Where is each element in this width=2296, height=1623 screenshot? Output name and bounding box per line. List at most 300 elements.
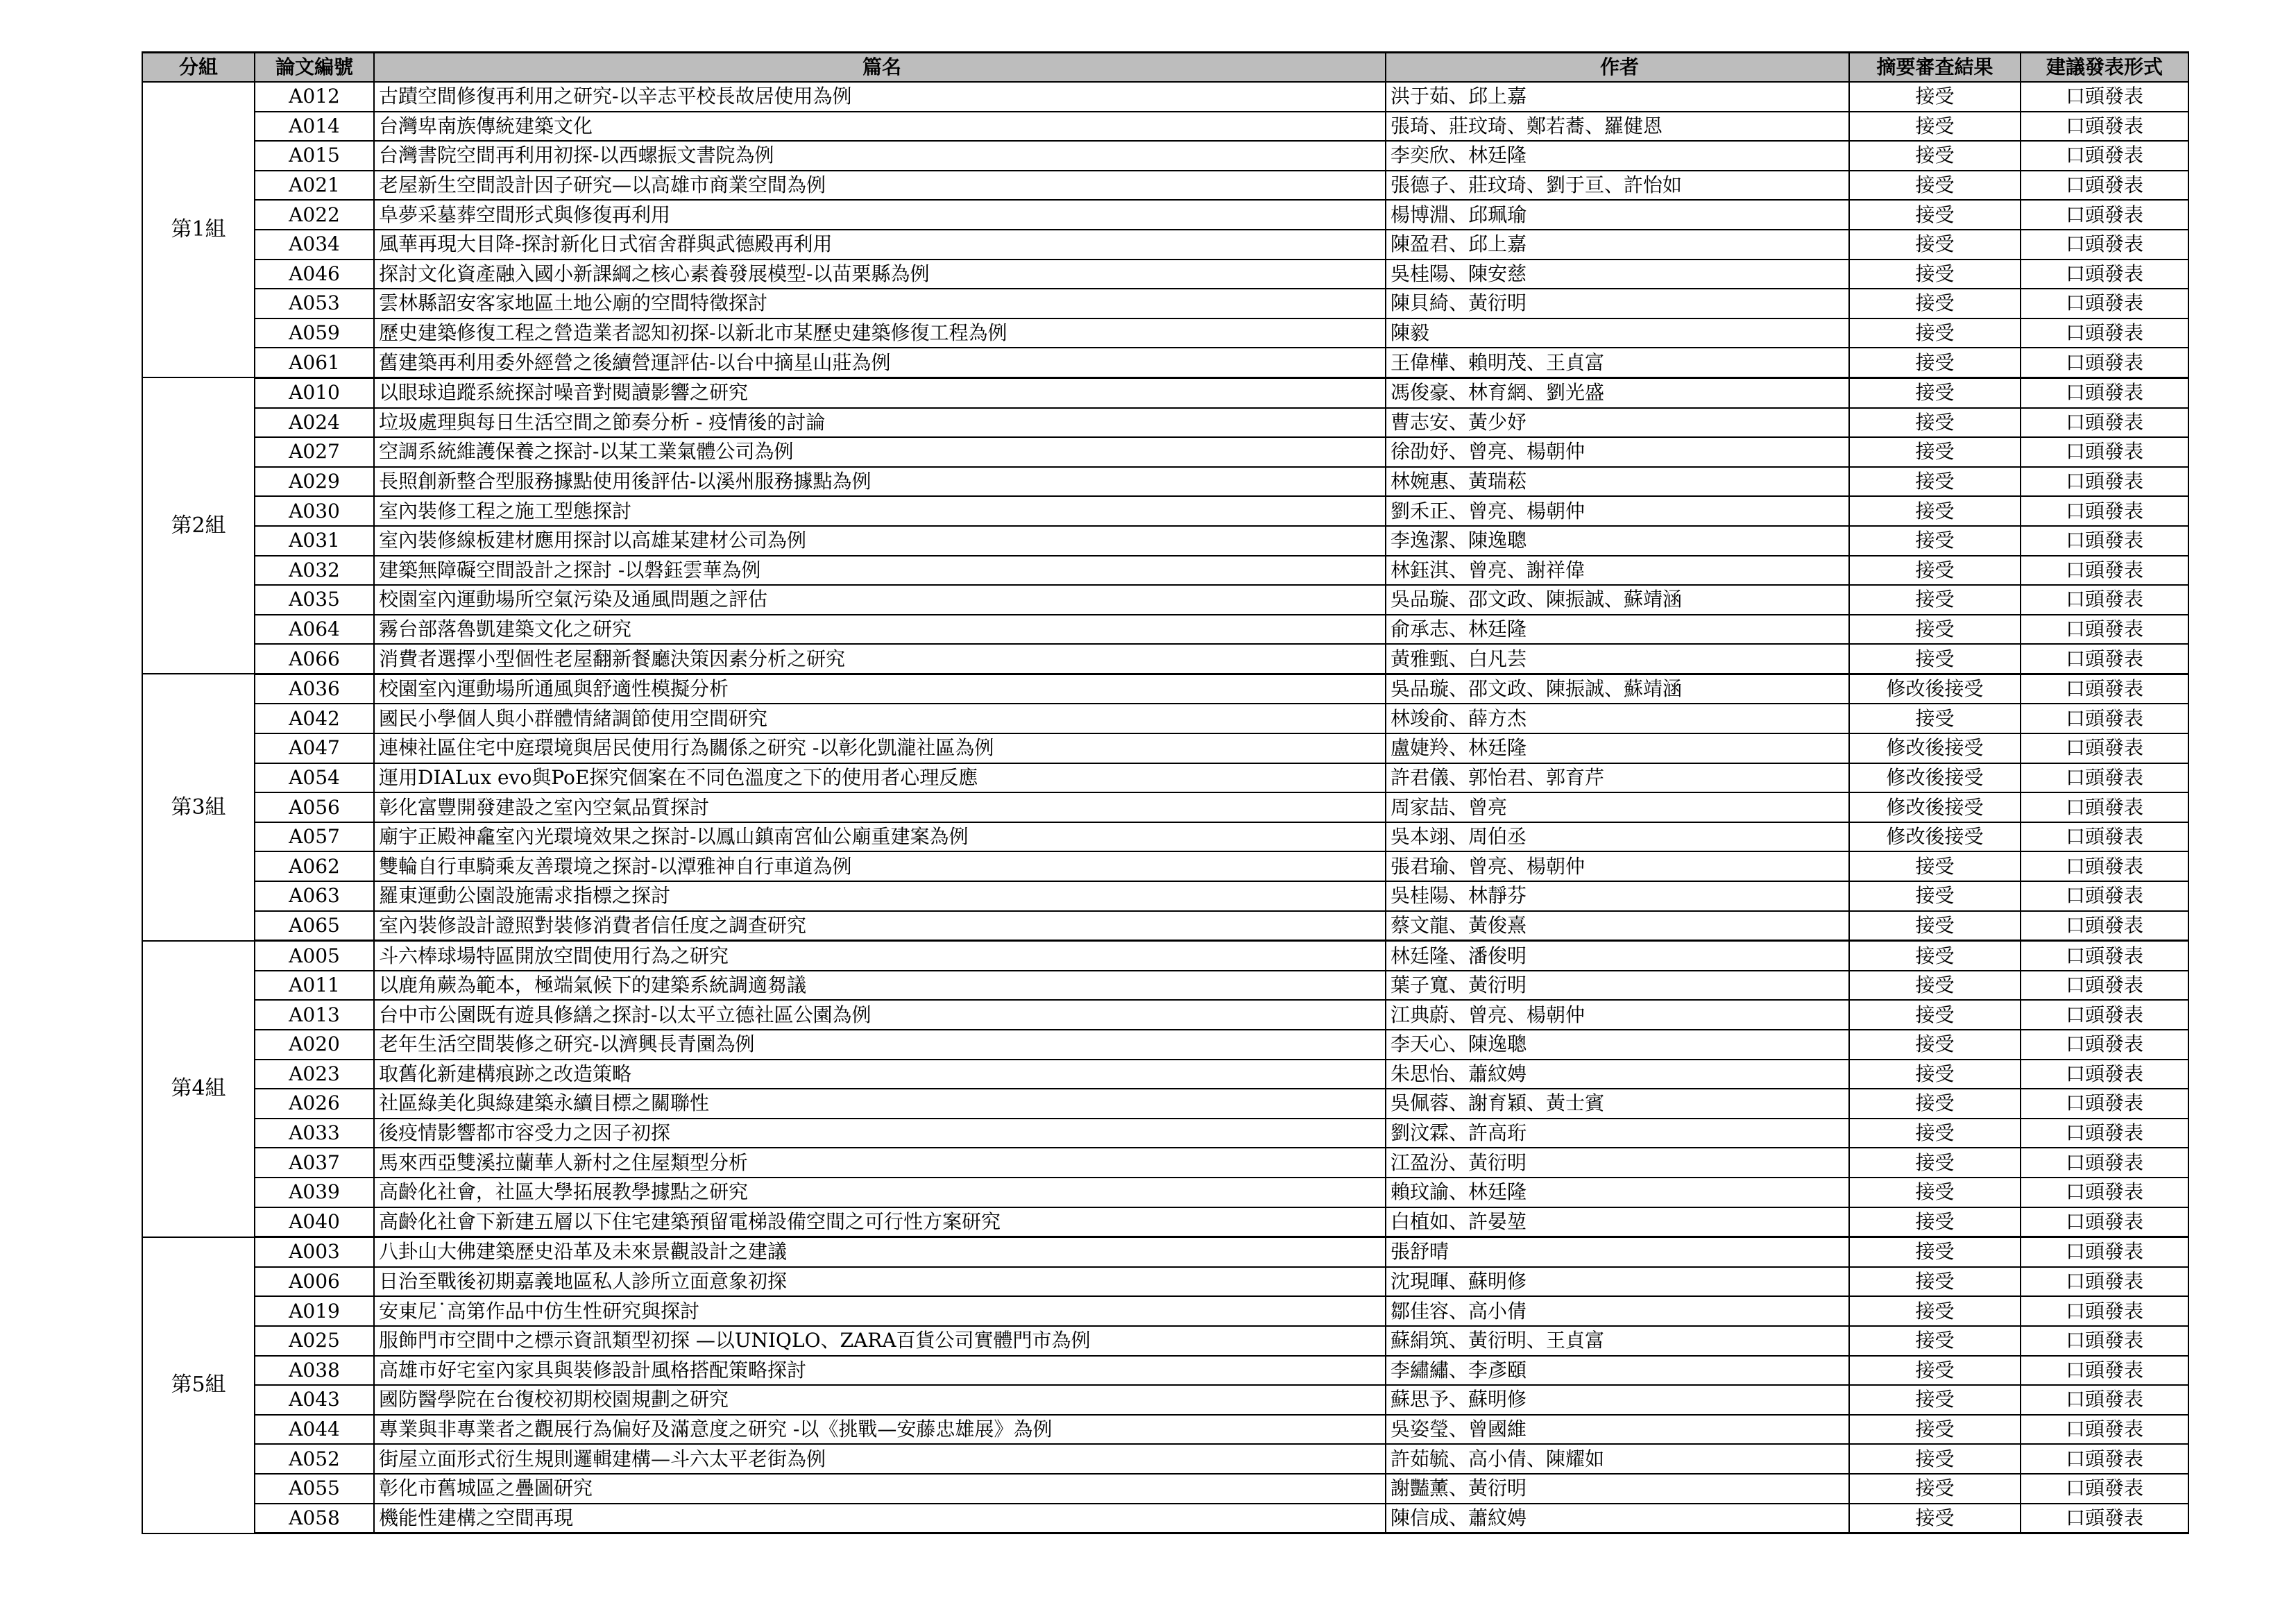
paper-id-cell: A056 [255, 792, 374, 822]
review-result-cell: 接受 [1849, 1060, 2021, 1089]
paper-id-cell: A066 [255, 644, 374, 674]
paper-title-cell: 日治至戰後初期嘉義地區私人診所立面意象初探 [374, 1267, 1386, 1297]
paper-title-cell: 台灣卑南族傳統建築文化 [374, 112, 1386, 142]
review-result-cell: 接受 [1849, 1000, 2021, 1030]
paper-id-cell: A011 [255, 971, 374, 1001]
presentation-format-cell: 口頭發表 [2021, 408, 2188, 438]
review-result-cell: 接受 [1849, 585, 2021, 615]
presentation-format-cell: 口頭發表 [2021, 674, 2188, 704]
table-row [142, 260, 2188, 289]
presentation-format-cell: 口頭發表 [2021, 437, 2188, 467]
paper-title-cell: 台灣書院空間再利用初探-以西螺振文書院為例 [374, 141, 1386, 171]
table-row [142, 1178, 2188, 1207]
paper-id-cell: A037 [255, 1148, 374, 1178]
review-result-cell: 接受 [1849, 1296, 2021, 1326]
paper-title-cell: 空調系統維護保養之探討-以某工業氣體公司為例 [374, 437, 1386, 467]
presentation-format-cell: 口頭發表 [2021, 82, 2188, 112]
authors-cell: 李奕欣、林廷隆 [1386, 141, 1849, 171]
authors-cell: 張琦、莊玟琦、鄭若蕎、羅健恩 [1386, 112, 1849, 142]
presentation-format-cell: 口頭發表 [2021, 260, 2188, 289]
paper-title-cell: 以眼球追蹤系統探討噪音對閱讀影響之研究 [374, 377, 1386, 407]
paper-title-cell: 社區綠美化與綠建築永續目標之關聯性 [374, 1089, 1386, 1119]
authors-cell: 陳貝綺、黃衍明 [1386, 289, 1849, 318]
review-result-cell: 修改後接受 [1849, 674, 2021, 704]
paper-id-cell: A031 [255, 526, 374, 556]
review-result-cell: 接受 [1849, 230, 2021, 260]
authors-cell: 吳本翊、周伯丞 [1386, 822, 1849, 852]
paper-title-cell: 後疫情影響都市容受力之因子初探 [374, 1119, 1386, 1148]
table-row [142, 911, 2188, 941]
review-result-cell: 接受 [1849, 437, 2021, 467]
paper-id-cell: A059 [255, 318, 374, 348]
presentation-format-cell: 口頭發表 [2021, 200, 2188, 230]
review-result-cell: 接受 [1849, 112, 2021, 142]
review-result-cell: 接受 [1849, 82, 2021, 112]
authors-cell: 蔡文龍、黃俊熹 [1386, 911, 1849, 941]
paper-id-cell: A062 [255, 851, 374, 881]
authors-cell: 吳品璇、邵文政、陳振誠、蘇靖涵 [1386, 674, 1849, 704]
presentation-format-cell: 口頭發表 [2021, 1030, 2188, 1060]
paper-id-cell: A012 [255, 82, 374, 112]
review-result-cell: 接受 [1849, 348, 2021, 377]
authors-cell: 陳信成、蕭紋娉 [1386, 1504, 1849, 1533]
paper-title-cell: 連棟社區住宅中庭環境與居民使用行為關係之研究 -以彰化凱瀧社區為例 [374, 733, 1386, 763]
table-row [142, 1148, 2188, 1178]
paper-title-cell: 羅東運動公園設施需求指標之探討 [374, 881, 1386, 911]
review-result-cell: 接受 [1849, 1444, 2021, 1474]
review-result-cell: 接受 [1849, 200, 2021, 230]
paper-id-cell: A042 [255, 704, 374, 733]
review-result-cell: 接受 [1849, 1326, 2021, 1356]
authors-cell: 許君儀、郭怡君、郭育芹 [1386, 763, 1849, 793]
presentation-format-cell: 口頭發表 [2021, 704, 2188, 733]
review-result-cell: 修改後接受 [1849, 763, 2021, 793]
presentation-format-cell: 口頭發表 [2021, 941, 2188, 971]
paper-id-cell: A022 [255, 200, 374, 230]
authors-cell: 張舒晴 [1386, 1237, 1849, 1267]
paper-id-cell: A013 [255, 1000, 374, 1030]
presentation-format-cell: 口頭發表 [2021, 971, 2188, 1001]
review-result-cell: 接受 [1849, 851, 2021, 881]
paper-title-cell: 校園室內運動場所空氣污染及通風問題之評估 [374, 585, 1386, 615]
presentation-format-cell: 口頭發表 [2021, 1148, 2188, 1178]
table-row [142, 437, 2188, 467]
paper-title-cell: 廟宇正殿神龕室內光環境效果之探討-以鳳山鎮南宮仙公廟重建案為例 [374, 822, 1386, 852]
paper-id-cell: A039 [255, 1178, 374, 1207]
table-row [142, 1030, 2188, 1060]
authors-cell: 黃雅甄、白凡芸 [1386, 644, 1849, 674]
table-header-row [142, 53, 2188, 83]
table-row [142, 822, 2188, 852]
presentation-format-cell: 口頭發表 [2021, 1267, 2188, 1297]
presentation-format-cell: 口頭發表 [2021, 615, 2188, 645]
review-result-cell: 接受 [1849, 289, 2021, 318]
authors-cell: 王偉樺、賴明茂、王貞富 [1386, 348, 1849, 377]
paper-title-cell: 校園室內運動場所通風與舒適性模擬分析 [374, 674, 1386, 704]
review-result-cell: 修改後接受 [1849, 733, 2021, 763]
authors-cell: 洪于茹、邱上嘉 [1386, 82, 1849, 112]
table-row [142, 851, 2188, 881]
paper-title-cell: 安東尼˙高第作品中仿生性研究與探討 [374, 1296, 1386, 1326]
paper-title-cell: 八卦山大佛建築歷史沿革及未來景觀設計之建議 [374, 1237, 1386, 1267]
paper-id-cell: A020 [255, 1030, 374, 1060]
header-paper-id: 論文編號 [255, 53, 374, 83]
table-body [142, 82, 2188, 1533]
table-row [142, 1385, 2188, 1415]
presentation-format-cell: 口頭發表 [2021, 1356, 2188, 1386]
group-label-cell: 第3組 [142, 674, 255, 940]
table-row [142, 733, 2188, 763]
paper-id-cell: A065 [255, 911, 374, 941]
table-row [142, 171, 2188, 201]
authors-cell: 劉禾正、曾亮、楊朝仲 [1386, 496, 1849, 526]
authors-cell: 沈現暉、蘇明修 [1386, 1267, 1849, 1297]
paper-id-cell: A052 [255, 1444, 374, 1474]
table-row [142, 1415, 2188, 1445]
presentation-format-cell: 口頭發表 [2021, 1504, 2188, 1533]
authors-cell: 曹志安、黃少妤 [1386, 408, 1849, 438]
authors-cell: 張德子、莊玟琦、劉于亘、許怡如 [1386, 171, 1849, 201]
paper-title-cell: 馬來西亞雙溪拉蘭華人新村之住屋類型分析 [374, 1148, 1386, 1178]
table-row [142, 556, 2188, 586]
presentation-format-cell: 口頭發表 [2021, 822, 2188, 852]
authors-cell: 蘇思予、蘇明修 [1386, 1385, 1849, 1415]
paper-title-cell: 以鹿角蕨為範本，極端氣候下的建築系統調適芻議 [374, 971, 1386, 1001]
review-result-cell: 接受 [1849, 408, 2021, 438]
paper-id-cell: A006 [255, 1267, 374, 1297]
table-row [142, 674, 2188, 704]
paper-id-cell: A019 [255, 1296, 374, 1326]
authors-cell: 楊博淵、邱珮瑜 [1386, 200, 1849, 230]
review-result-cell: 接受 [1849, 704, 2021, 733]
paper-title-cell: 國防醫學院在台復校初期校園規劃之研究 [374, 1385, 1386, 1415]
review-result-cell: 接受 [1849, 1267, 2021, 1297]
paper-title-cell: 機能性建構之空間再現 [374, 1504, 1386, 1533]
authors-cell: 吳桂陽、林靜芬 [1386, 881, 1849, 911]
paper-id-cell: A038 [255, 1356, 374, 1386]
authors-cell: 謝豔薰、黃衍明 [1386, 1474, 1849, 1504]
paper-title-cell: 古蹟空間修復再利用之研究-以辛志平校長故居使用為例 [374, 82, 1386, 112]
paper-id-cell: A030 [255, 496, 374, 526]
presentation-format-cell: 口頭發表 [2021, 377, 2188, 407]
presentation-format-cell: 口頭發表 [2021, 1089, 2188, 1119]
paper-id-cell: A029 [255, 467, 374, 497]
paper-title-cell: 建築無障礙空間設計之探討 -以磐鈺雲華為例 [374, 556, 1386, 586]
paper-id-cell: A053 [255, 289, 374, 318]
authors-cell: 馮俊豪、林育網、劉光盛 [1386, 377, 1849, 407]
table-row [142, 585, 2188, 615]
presentation-format-cell: 口頭發表 [2021, 289, 2188, 318]
paper-title-cell: 垃圾處理與每日生活空間之節奏分析 - 疫情後的討論 [374, 408, 1386, 438]
paper-id-cell: A058 [255, 1504, 374, 1533]
review-result-cell: 接受 [1849, 1356, 2021, 1386]
review-result-cell: 接受 [1849, 1148, 2021, 1178]
review-result-cell: 接受 [1849, 1504, 2021, 1533]
paper-id-cell: A033 [255, 1119, 374, 1148]
presentation-format-cell: 口頭發表 [2021, 348, 2188, 377]
paper-id-cell: A010 [255, 377, 374, 407]
table-row [142, 1089, 2188, 1119]
table-row [142, 1444, 2188, 1474]
header-authors: 作者 [1386, 53, 1849, 83]
table-row [142, 1474, 2188, 1504]
paper-id-cell: A036 [255, 674, 374, 704]
table-row [142, 141, 2188, 171]
table-row [142, 408, 2188, 438]
presentation-format-cell: 口頭發表 [2021, 763, 2188, 793]
presentation-format-cell: 口頭發表 [2021, 1119, 2188, 1148]
review-result-cell: 接受 [1849, 496, 2021, 526]
presentation-format-cell: 口頭發表 [2021, 1444, 2188, 1474]
review-result-cell: 接受 [1849, 911, 2021, 941]
paper-id-cell: A055 [255, 1474, 374, 1504]
authors-cell: 吳姿瑩、曾國維 [1386, 1415, 1849, 1445]
table-row [142, 82, 2188, 112]
table-row [142, 971, 2188, 1001]
presentation-format-cell: 口頭發表 [2021, 1296, 2188, 1326]
review-result-cell: 接受 [1849, 615, 2021, 645]
review-result-cell: 接受 [1849, 377, 2021, 407]
authors-cell: 盧婕羚、林廷隆 [1386, 733, 1849, 763]
presentation-format-cell: 口頭發表 [2021, 230, 2188, 260]
table-row [142, 1207, 2188, 1237]
review-result-cell: 接受 [1849, 1178, 2021, 1207]
table-row [142, 200, 2188, 230]
presentation-format-cell: 口頭發表 [2021, 1326, 2188, 1356]
paper-id-cell: A027 [255, 437, 374, 467]
header-review-result: 摘要審查結果 [1849, 53, 2021, 83]
authors-cell: 葉子寬、黃衍明 [1386, 971, 1849, 1001]
table-row [142, 1119, 2188, 1148]
authors-cell: 蘇絹筑、黃衍明、王貞富 [1386, 1326, 1849, 1356]
authors-cell: 徐劭妤、曾亮、楊朝仲 [1386, 437, 1849, 467]
review-result-cell: 修改後接受 [1849, 792, 2021, 822]
table-row [142, 230, 2188, 260]
review-result-cell: 接受 [1849, 1207, 2021, 1237]
authors-cell: 李繡繡、李彥頤 [1386, 1356, 1849, 1386]
paper-title-cell: 舊建築再利用委外經營之後續營運評估-以台中摘星山莊為例 [374, 348, 1386, 377]
review-result-cell: 修改後接受 [1849, 822, 2021, 852]
paper-title-cell: 雲林縣詔安客家地區土地公廟的空間特徵探討 [374, 289, 1386, 318]
review-result-cell: 接受 [1849, 171, 2021, 201]
presentation-format-cell: 口頭發表 [2021, 112, 2188, 142]
presentation-format-cell: 口頭發表 [2021, 1178, 2188, 1207]
paper-id-cell: A014 [255, 112, 374, 142]
group-label-cell: 第1組 [142, 82, 255, 377]
paper-title-cell: 專業與非專業者之觀展行為偏好及滿意度之研究 -以《挑戰—安藤忠雄展》為例 [374, 1415, 1386, 1445]
header-group: 分組 [142, 53, 255, 83]
table-row [142, 1356, 2188, 1386]
paper-title-cell: 阜夢采墓葬空間形式與修復再利用 [374, 200, 1386, 230]
paper-title-cell: 國民小學個人與小群體情緒調節使用空間研究 [374, 704, 1386, 733]
group-label-cell: 第4組 [142, 941, 255, 1237]
paper-id-cell: A015 [255, 141, 374, 171]
review-result-cell: 接受 [1849, 1119, 2021, 1148]
authors-cell: 林廷隆、潘俊明 [1386, 941, 1849, 971]
presentation-format-cell: 口頭發表 [2021, 1385, 2188, 1415]
presentation-format-cell: 口頭發表 [2021, 1237, 2188, 1267]
table-row [142, 941, 2188, 971]
paper-title-cell: 老屋新生空間設計因子研究—以高雄市商業空間為例 [374, 171, 1386, 201]
paper-id-cell: A005 [255, 941, 374, 971]
presentation-format-cell: 口頭發表 [2021, 526, 2188, 556]
table-row [142, 881, 2188, 911]
authors-cell: 賴玟諭、林廷隆 [1386, 1178, 1849, 1207]
presentation-format-cell: 口頭發表 [2021, 911, 2188, 941]
paper-title-cell: 取舊化新建構痕跡之改造策略 [374, 1060, 1386, 1089]
paper-id-cell: A026 [255, 1089, 374, 1119]
paper-id-cell: A047 [255, 733, 374, 763]
presentation-format-cell: 口頭發表 [2021, 733, 2188, 763]
authors-cell: 俞承志、林廷隆 [1386, 615, 1849, 645]
paper-title-cell: 室內裝修線板建材應用探討以高雄某建材公司為例 [374, 526, 1386, 556]
paper-title-cell: 彰化市舊城區之疊圖研究 [374, 1474, 1386, 1504]
presentation-format-cell: 口頭發表 [2021, 496, 2188, 526]
paper-title-cell: 長照創新整合型服務據點使用後評估-以溪州服務據點為例 [374, 467, 1386, 497]
paper-id-cell: A040 [255, 1207, 374, 1237]
presentation-format-cell: 口頭發表 [2021, 851, 2188, 881]
presentation-format-cell: 口頭發表 [2021, 1060, 2188, 1089]
paper-id-cell: A034 [255, 230, 374, 260]
paper-id-cell: A044 [255, 1415, 374, 1445]
review-result-cell: 接受 [1849, 318, 2021, 348]
paper-id-cell: A043 [255, 1385, 374, 1415]
paper-title-cell: 室內裝修設計證照對裝修消費者信任度之調查研究 [374, 911, 1386, 941]
paper-title-cell: 斗六棒球場特區開放空間使用行為之研究 [374, 941, 1386, 971]
review-result-cell: 接受 [1849, 467, 2021, 497]
paper-id-cell: A063 [255, 881, 374, 911]
paper-title-cell: 高齡化社會，社區大學拓展教學據點之研究 [374, 1178, 1386, 1207]
review-result-cell: 接受 [1849, 1030, 2021, 1060]
paper-title-cell: 服飾門市空間中之標示資訊類型初探 —以UNIQLO、ZARA百貨公司實體門市為例 [374, 1326, 1386, 1356]
table-row [142, 1060, 2188, 1089]
paper-review-table [142, 51, 2189, 1534]
table-row [142, 1296, 2188, 1326]
table-row [142, 496, 2188, 526]
presentation-format-cell: 口頭發表 [2021, 171, 2188, 201]
authors-cell: 劉汶霖、許高珩 [1386, 1119, 1849, 1148]
table-row [142, 763, 2188, 793]
review-result-cell: 接受 [1849, 971, 2021, 1001]
authors-cell: 吳佩蓉、謝育穎、黃士賓 [1386, 1089, 1849, 1119]
header-presentation-format: 建議發表形式 [2021, 53, 2188, 83]
table-row [142, 704, 2188, 733]
presentation-format-cell: 口頭發表 [2021, 881, 2188, 911]
table-row [142, 1504, 2188, 1533]
presentation-format-cell: 口頭發表 [2021, 318, 2188, 348]
paper-title-cell: 探討文化資產融入國小新課綱之核心素養發展模型-以苗栗縣為例 [374, 260, 1386, 289]
paper-id-cell: A064 [255, 615, 374, 645]
paper-id-cell: A035 [255, 585, 374, 615]
review-result-cell: 接受 [1849, 1474, 2021, 1504]
table-row [142, 526, 2188, 556]
review-result-cell: 接受 [1849, 1089, 2021, 1119]
table-row [142, 1000, 2188, 1030]
presentation-format-cell: 口頭發表 [2021, 556, 2188, 586]
review-result-cell: 接受 [1849, 1415, 2021, 1445]
authors-cell: 張君瑜、曾亮、楊朝仲 [1386, 851, 1849, 881]
paper-title-cell: 室內裝修工程之施工型態探討 [374, 496, 1386, 526]
authors-cell: 鄒佳容、高小倩 [1386, 1296, 1849, 1326]
review-result-cell: 接受 [1849, 644, 2021, 674]
paper-id-cell: A032 [255, 556, 374, 586]
paper-id-cell: A057 [255, 822, 374, 852]
review-result-cell: 接受 [1849, 260, 2021, 289]
header-title: 篇名 [374, 53, 1386, 83]
table-row [142, 1237, 2188, 1267]
authors-cell: 吳品璇、邵文政、陳振誠、蘇靖涵 [1386, 585, 1849, 615]
paper-id-cell: A023 [255, 1060, 374, 1089]
paper-title-cell: 台中市公園既有遊具修繕之探討-以太平立德社區公園為例 [374, 1000, 1386, 1030]
paper-id-cell: A054 [255, 763, 374, 793]
paper-title-cell: 街屋立面形式衍生規則邏輯建構—斗六太平老街為例 [374, 1444, 1386, 1474]
authors-cell: 江盈汾、黃衍明 [1386, 1148, 1849, 1178]
paper-title-cell: 雙輪自行車騎乘友善環境之探討-以潭雅神自行車道為例 [374, 851, 1386, 881]
paper-id-cell: A046 [255, 260, 374, 289]
paper-title-cell: 高雄市好宅室內家具與裝修設計風格搭配策略探討 [374, 1356, 1386, 1386]
authors-cell: 陳盈君、邱上嘉 [1386, 230, 1849, 260]
paper-title-cell: 消費者選擇小型個性老屋翻新餐廳決策因素分析之研究 [374, 644, 1386, 674]
table-row [142, 377, 2188, 407]
presentation-format-cell: 口頭發表 [2021, 1415, 2188, 1445]
paper-title-cell: 高齡化社會下新建五層以下住宅建築預留電梯設備空間之可行性方案研究 [374, 1207, 1386, 1237]
authors-cell: 林鈺淇、曾亮、謝祥偉 [1386, 556, 1849, 586]
authors-cell: 林竣俞、薛方杰 [1386, 704, 1849, 733]
presentation-format-cell: 口頭發表 [2021, 467, 2188, 497]
table-row [142, 644, 2188, 674]
table-row [142, 112, 2188, 142]
review-result-cell: 接受 [1849, 881, 2021, 911]
paper-title-cell: 運用DIALux evo與PoE探究個案在不同色溫度之下的使用者心理反應 [374, 763, 1386, 793]
presentation-format-cell: 口頭發表 [2021, 1474, 2188, 1504]
authors-cell: 周家喆、曾亮 [1386, 792, 1849, 822]
presentation-format-cell: 口頭發表 [2021, 1207, 2188, 1237]
review-result-cell: 接受 [1849, 526, 2021, 556]
paper-title-cell: 風華再現大目降-探討新化日式宿舍群與武德殿再利用 [374, 230, 1386, 260]
review-result-cell: 接受 [1849, 1237, 2021, 1267]
presentation-format-cell: 口頭發表 [2021, 585, 2188, 615]
group-label-cell: 第5組 [142, 1237, 255, 1533]
authors-cell: 李逸潔、陳逸聰 [1386, 526, 1849, 556]
presentation-format-cell: 口頭發表 [2021, 644, 2188, 674]
table-row [142, 289, 2188, 318]
table-row [142, 318, 2188, 348]
paper-id-cell: A021 [255, 171, 374, 201]
presentation-format-cell: 口頭發表 [2021, 141, 2188, 171]
paper-id-cell: A003 [255, 1237, 374, 1267]
group-label-cell: 第2組 [142, 377, 255, 674]
paper-title-cell: 彰化富豐開發建設之室內空氣品質探討 [374, 792, 1386, 822]
authors-cell: 許茹毓、高小倩、陳耀如 [1386, 1444, 1849, 1474]
authors-cell: 李天心、陳逸聰 [1386, 1030, 1849, 1060]
paper-title-cell: 歷史建築修復工程之營造業者認知初探-以新北市某歷史建築修復工程為例 [374, 318, 1386, 348]
presentation-format-cell: 口頭發表 [2021, 1000, 2188, 1030]
paper-id-cell: A025 [255, 1326, 374, 1356]
review-result-cell: 接受 [1849, 1385, 2021, 1415]
table-row [142, 1326, 2188, 1356]
table-row [142, 348, 2188, 377]
table-row [142, 792, 2188, 822]
table-row [142, 615, 2188, 645]
paper-id-cell: A061 [255, 348, 374, 377]
review-result-cell: 接受 [1849, 141, 2021, 171]
authors-cell: 陳毅 [1386, 318, 1849, 348]
presentation-format-cell: 口頭發表 [2021, 792, 2188, 822]
table-row [142, 467, 2188, 497]
paper-title-cell: 老年生活空間裝修之研究-以濟興長青園為例 [374, 1030, 1386, 1060]
authors-cell: 林婉惠、黃瑞菘 [1386, 467, 1849, 497]
authors-cell: 吳桂陽、陳安慈 [1386, 260, 1849, 289]
